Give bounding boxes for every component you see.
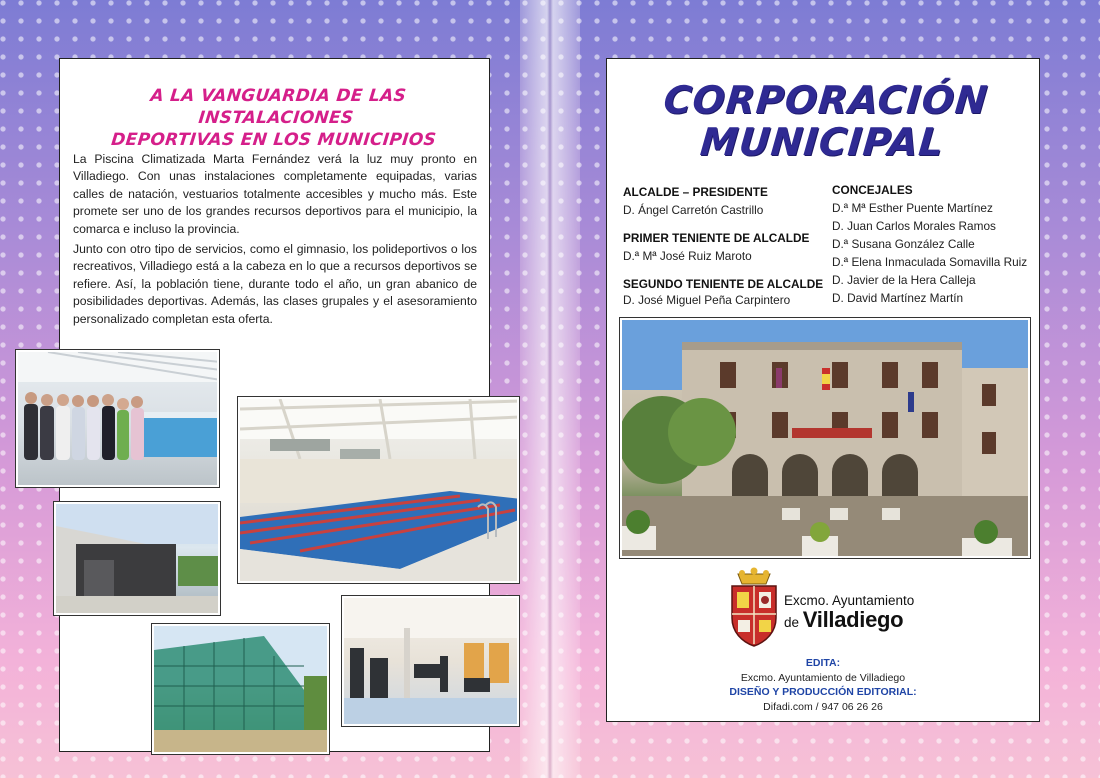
corporacion-title xyxy=(643,79,1004,163)
pool-illustration xyxy=(240,399,519,583)
concejal-item: D. Juan Carlos Morales Ramos xyxy=(832,219,996,233)
segundo-teniente-name: D. José Miguel Peña Carpintero xyxy=(623,293,791,307)
edita-value: Excmo. Ayuntamiento de Villadiego xyxy=(740,672,906,684)
brand-de: de xyxy=(784,615,800,630)
brand-line-2 xyxy=(784,607,903,633)
primer-teniente-role: PRIMER TENIENTE DE ALCALDE xyxy=(623,231,810,245)
court-illustration xyxy=(154,626,329,754)
town-hall-illustration xyxy=(622,320,1030,558)
edita-label: EDITA: xyxy=(805,657,841,669)
photo-gym xyxy=(342,596,519,726)
photo-sports-building xyxy=(54,502,220,615)
photo-town-hall xyxy=(620,318,1030,558)
alcalde-role: ALCALDE – PRESIDENTE xyxy=(623,185,768,199)
concejal-item: D.ª Susana González Calle xyxy=(832,237,975,251)
photo-covered-court xyxy=(152,624,329,754)
title-line-1: CORPORACIÓN xyxy=(661,78,990,122)
brand-town: Villadiego xyxy=(802,607,904,632)
photo-officials-at-pool xyxy=(16,350,219,487)
concejal-item: D.ª Mª Esther Puente Martínez xyxy=(832,201,993,215)
headline-line-1: A LA VANGUARDIA DE LAS INSTALACIONES xyxy=(149,86,408,128)
officials-illustration xyxy=(18,352,219,487)
photo-indoor-pool xyxy=(238,397,519,583)
gym-illustration xyxy=(344,598,519,726)
left-headline xyxy=(73,85,480,151)
concejales-role: CONCEJALES xyxy=(832,183,913,197)
concejal-item: D. David Martínez Martín xyxy=(832,291,964,305)
paragraph-1: La Piscina Climatizada Marta Fernández verá la luz muy pronto en Villadiego. Con unas instalaciones completamente equipadas, varias calles de natación, vestuarios totalmente accesibles y mucho más. Este promete ser uno de los grandes recursos deportivos para el municipio, la comarca e incluso la provincia. xyxy=(73,152,477,236)
page-spine xyxy=(520,0,580,778)
paragraph-2: Junto con otro tipo de servicios, como el gimnasio, los polideportivos o los recreativos, Villadiego está a la cabeza en lo que a recursos deportivos se refiere. Así, la población tiene, durante todo el año, un gran abanico de posibilidades deportivas. Además, las clases grupales y el asesoramiento personalizado completan esta oferta. xyxy=(73,242,477,326)
alcalde-name: D. Ángel Carretón Castrillo xyxy=(623,203,764,217)
segundo-teniente-role: SEGUNDO TENIENTE DE ALCALDE xyxy=(623,277,824,291)
concejal-item: D.ª Elena Inmaculada Somavilla Ruiz xyxy=(832,255,1028,269)
diseno-value: Difadi.com / 947 06 26 26 xyxy=(763,701,883,713)
concejal-item: D. Javier de la Hera Calleja xyxy=(832,273,976,287)
headline-line-2: DEPORTIVAS EN LOS MUNICIPIOS xyxy=(110,130,438,150)
building-illustration xyxy=(56,504,220,615)
villadiego-crest-icon xyxy=(728,566,780,648)
primer-teniente-name: D.ª Mª José Ruiz Maroto xyxy=(623,249,752,263)
diseno-label: DISEÑO Y PRODUCCIÓN EDITORIAL: xyxy=(729,686,917,698)
brand-line-1: Excmo. Ayuntamiento xyxy=(784,593,915,608)
title-line-2: MUNICIPAL xyxy=(698,120,946,164)
